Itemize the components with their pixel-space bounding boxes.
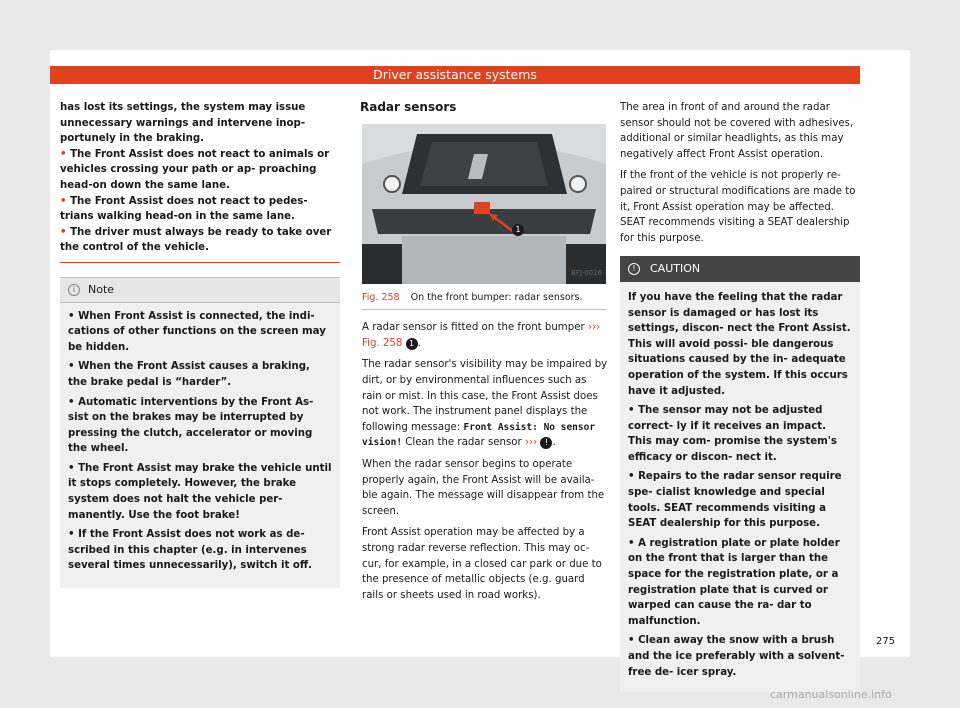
note-box	[60, 277, 340, 588]
column-middle	[358, 100, 608, 609]
caution-item: • Clean away the snow with a brush and the ice preferably with a solvent-free de- icer spray.	[628, 635, 845, 678]
caution-intro: If you have the feeling that the radar sensor is damaged or has lost its settings, discon- nect the Front Assist. This will avoid possi- ble dangerous situations caused by the in- adequate operation of the system. If this occurs have it adjusted.	[628, 291, 851, 397]
note-title: Note	[88, 282, 115, 296]
bullet-icon: •	[60, 226, 67, 238]
bullet-icon: •	[60, 148, 67, 160]
warning-line: has lost its settings, the system may issue unnecessary warnings and intervene inop- portunely in the braking.	[60, 102, 306, 145]
caution-icon: !	[628, 263, 640, 275]
figure-code: BFJ-0026	[571, 269, 602, 277]
arrow-icon: ›››	[524, 437, 538, 449]
divider	[362, 309, 606, 310]
note-item: • Automatic interventions by the Front As- sist on the brakes may be interrupted by pressing the clutch, accelerator or moving the wheel.	[68, 396, 314, 455]
column-right	[620, 100, 860, 692]
caution-body	[620, 282, 860, 692]
marker-one: 1	[406, 338, 418, 350]
car-front-illustration	[362, 124, 606, 284]
paragraph: The area in front of and around the radar sensor should not be covered with adhesives, additional or similar headlights, as this may negatively affect Front Assist operation.	[620, 102, 854, 160]
paragraph: If the front of the vehicle is not properly re- paired or structural modifications are made to it, Front Assist operation may be affected. SEAT recommends visiting a SEAT dealership for this purpose.	[620, 170, 856, 244]
page-number: 275	[876, 636, 896, 647]
figure-caption	[362, 290, 608, 306]
paragraph: The radar sensor's visibility may be impaired by dirt, or by environmental influences such as rain or mist. In this case, the Front Assist does not work. The instrument panel displays the following message: Front Assist: No sensor vision! Clean the radar sensor ››› ! .	[362, 359, 608, 449]
caution-title: CAUTION	[650, 262, 701, 276]
warning-item: • The driver must always be ready to take over the control of the vehicle.	[60, 226, 332, 254]
caution-item: • Repairs to the radar sensor require spe- cialist knowledge and special tools. SEAT recommends visiting a SEAT dealership for this purpose.	[628, 471, 842, 530]
caution-item: • The sensor may not be adjusted correct- ly if it receives an impact. This may com- promise the system's efficacy or discon- nect it.	[628, 405, 837, 463]
figure-car-front	[362, 124, 606, 284]
bullet-icon: •	[60, 195, 67, 207]
section-title: Radar sensors	[360, 100, 457, 114]
arrow-icon: ›››	[587, 322, 601, 334]
paragraph: Front Assist operation may be affected by a strong radar reverse reflection. This may oc- cur, for example, in a closed car park or due to the presence of metallic objects (e.g. guard rails or sheets used in road works).	[362, 527, 602, 601]
note-header	[60, 278, 340, 303]
display-message: Front Assist: No sensor vision!	[362, 421, 596, 449]
note-item: • If the Front Assist does not work as de- scribed in this chapter (e.g. in intervenes several times unnecessarily), switch it off.	[68, 529, 313, 572]
note-item: • When the Front Assist causes a braking, the brake pedal is “harder”.	[68, 361, 310, 388]
warning-continued	[60, 100, 340, 263]
caution-box	[620, 256, 860, 692]
warning-item: • The Front Assist does not react to animals or vehicles crossing your path or ap- proaching head-on down the same lane.	[60, 148, 330, 191]
info-icon: i	[68, 284, 80, 296]
figure-caption-text: On the front bumper: radar sensors.	[410, 291, 583, 303]
chapter-header: Driver assistance systems	[50, 66, 860, 84]
paragraph: When the radar sensor begins to operate properly again, the Front Assist will be availa- ble again. The message will disappear from the screen.	[362, 458, 605, 517]
note-item: • When Front Assist is connected, the indi- cations of other functions on the screen may be hidden.	[68, 310, 326, 353]
watermark: carmanualsonline.info	[770, 688, 892, 701]
figure-marker: 1	[512, 224, 524, 236]
caution-item: • A registration plate or plate holder on the front that is larger than the space for the registration plate, or a registration plate that is curved or warped can cause the ra- dar to malfunction.	[628, 537, 840, 627]
caution-header	[620, 256, 860, 282]
figure-link[interactable]: Fig. 258	[362, 337, 403, 349]
note-item: • The Front Assist may brake the vehicle until it stops completely. However, the brake system does not halt the vehicle per- manently. Use the foot brake!	[68, 462, 332, 521]
figure-number: Fig. 258	[362, 291, 400, 303]
warning-item: • The Front Assist does not react to pedes- trians walking head-on in the same lane.	[60, 195, 308, 223]
paragraph: A radar sensor is fitted on the front bumper ››› Fig. 258 1 .	[362, 322, 601, 349]
warning-icon: !	[540, 437, 552, 449]
column-left	[60, 100, 340, 588]
note-body	[60, 303, 340, 589]
